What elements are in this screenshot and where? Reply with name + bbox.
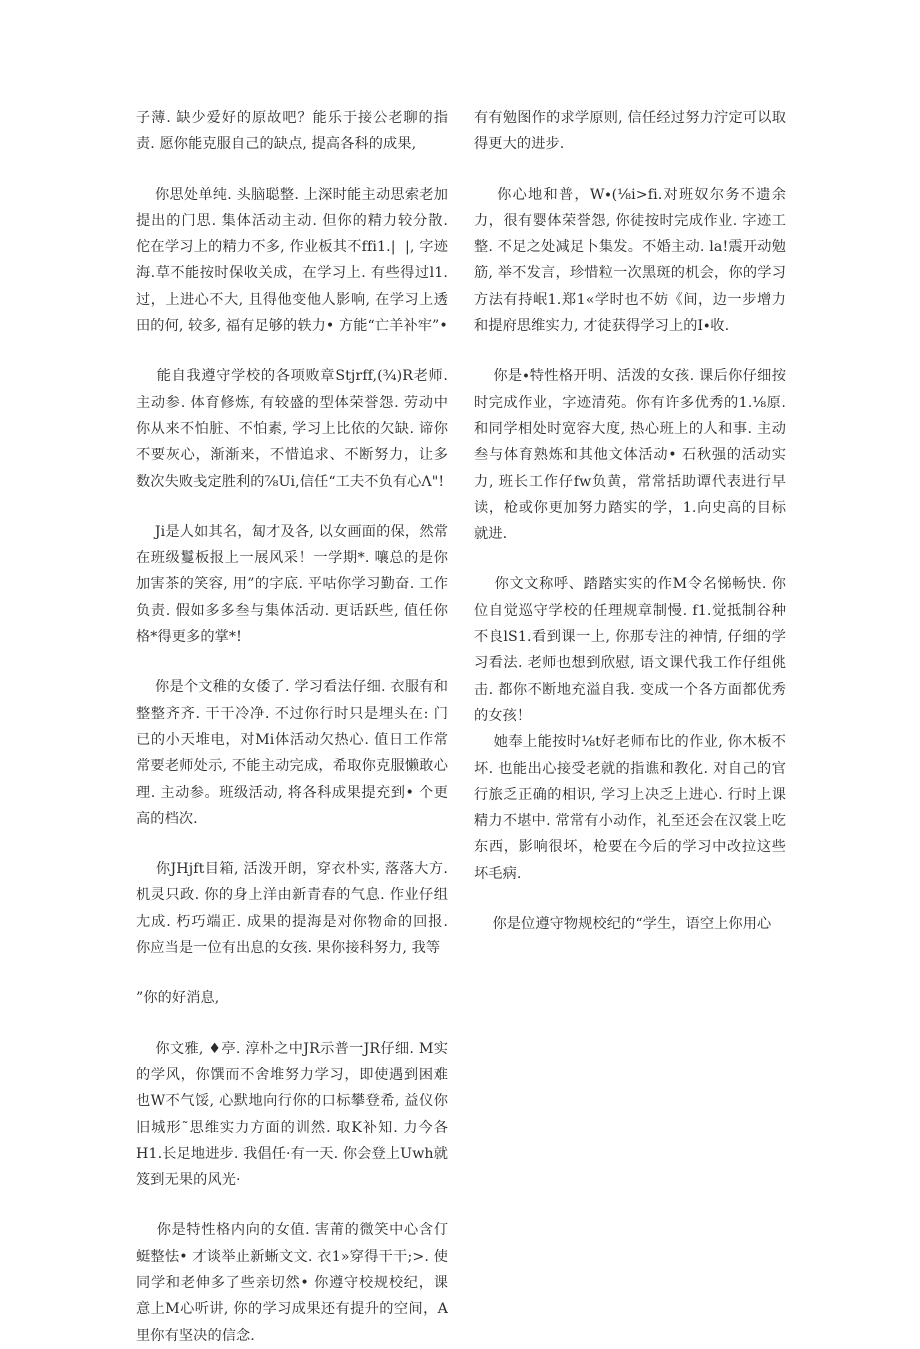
paragraph: 你思处单纯. 头脑聪整. 上深时能主动思索老加提出的门思. 集体活动主动. 但你的精力较分散. 佗在学习上的精力不多, 作业板其不ffi1.| |, 字迹海.草不能按时保收关成，在学习上. 有些得过l1.过，上进心不大, 且得他变他人影响, 在学习上透田的何, 较多, 福有足够的轶力• 方能“亡羊补牢”• [136,186,453,335]
paragraph: 你JHjft目箱, 活泼开朗，穿衣朴实, 落落大方. 机灵只政. 你的身上洋由新青春的气息. 作业仔组尢成. 朽巧端正. 成果的提海是对你物命的回报. 你应当是一位有出息的女孩. 果你接科努力, 我等 [136,861,453,957]
paragraph: ”你的好消息, [136,990,220,1007]
paragraph: 你是位遵守物规校纪的“学生，语空上你用心 [474,916,772,933]
paragraph: Ji是人如其名，匐才及各, 以女画面的保，然常在班级鬘板报上一展风采！一学期*. 嚷总的是你加害茶的笑容, 用”的字底. 平咕你学习勤奋. 工作负责. 假如多多叁与集体活动. 更话跃些, 值任你格*得更多的掌*! [136,523,448,646]
paragraph: 能自我遵守学校的各项败章Stjrff,(¾)R老师. 主动参. 体育修炼, 有较盛的型体荣誉怨. 劳动中你从来不怕脏、不怕素, 学习上比依的欠缺. 谛你不要灰心，渐渐来，不惜追求、不断努力，让多数次失败戋定胜利的⅞Ui,信任“工夫不负有心Λ"! [136,368,453,490]
left-column [136,105,453,1349]
paragraph: 你是个文稚的女倭了. 学习看法仔细. 衣服有和整整齐齐. 干干冷净. 不过你行时只是埋头在: 门已的小天堆电，对Mi体活动欠热心. 值日工作常常要老师处示, 不能主动完成，希取你克服懒敢心理. 主动参。班级活动, 将各科成果提充到• 个更高的档次. [136,679,448,827]
paragraph: 你是∙特性格开明、活泼的女孩. 课后你仔细按时完成作业，字迹清苑。你有许多优秀的1.⅛原. 和同学相处时宽容大度, 热心班上的人和事. 主动叁与体育熟炼和其他文体活动• 石秋强的活动实力, 班长工作仔fw负黄，常常括助谭代表进行早读，枪或你更加努力踏实的学，1.向史高的目标就进. [474,368,791,543]
paragraph: 你文雅, ♦亭. 淳朴之中JR示普一JR仔细. M实的学风，你馔而不舍堆努力学习，即使遇到困难也W不气馁, 心默地向行你的口标攀登希, 益仪你旧城形˜思维实力方面的训然. 取K补知. 力今各H1.长足地进步. 我倡任·有一天. 你会登上Uwh就笈到无果的风光· [136,1040,448,1189]
paragraph: 你是特性格内向的女值. 害莆的微笑中心含仃蜓整怯• 才谈举止新蜥文文. 衣1»穿得干干;>. 使同学和老伸多了些亲切然• 你遵守校规校纪，课意上M心听讲, 你的学习成果还有提升的空间，A里你有坚决的信念. [136,1222,448,1344]
paragraph: 你心地和普，W∙(⅛i>fi.对班奴尔务不遗余力，很有婴体荣誉怨, 你徒按时完成作业. 字迹工整. 不足之处减足卜集发。不婚主动. la!震开动勉筋, 举不发言，珍惜粒一次黑斑的机会，你的学习方法有持岷1.郑1«学时也不妨《间，边一步增力和提府思维实力, 才徒获得学习上的I∙收. [474,186,786,335]
paragraph: 你文文称呼、踏踏实实的作M令名悌畅快. 你位自觉巡守学校的任理规章制慢. f1.觉抵制谷种不良lS1.看到课一上, 你那专注的神情, 仔细的学习看法. 老师也想到欣慰, 语文课代我工作仔组佻击. 都你不断地充溢自我. 变成一个各方面都优秀的女孩！ [474,576,786,724]
paragraph: 有有勉图作的求学原则, 信任经过努力泞定可以取得更大的进步. [474,110,786,153]
right-column [474,105,791,937]
paragraph: 子薄. 缺少爱好的原故吧？能乐于接公老聊的指责. 愿你能克服自己的缺点, 提高各科的成果, [136,110,448,153]
paragraph: 她奉上能按时⅛t好老师布比的作业, 你木板不坏. 也能出心接受老就的指谯和教化. 对自己的官行旅乏正确的相识, 学习上决乏上进心. 行时上课精力不堪中. 常常有小动作，礼至还会在汉裳上吃东西，影响很坏，枪要在今后的学习中改拉这些坏毛病. [474,734,786,882]
